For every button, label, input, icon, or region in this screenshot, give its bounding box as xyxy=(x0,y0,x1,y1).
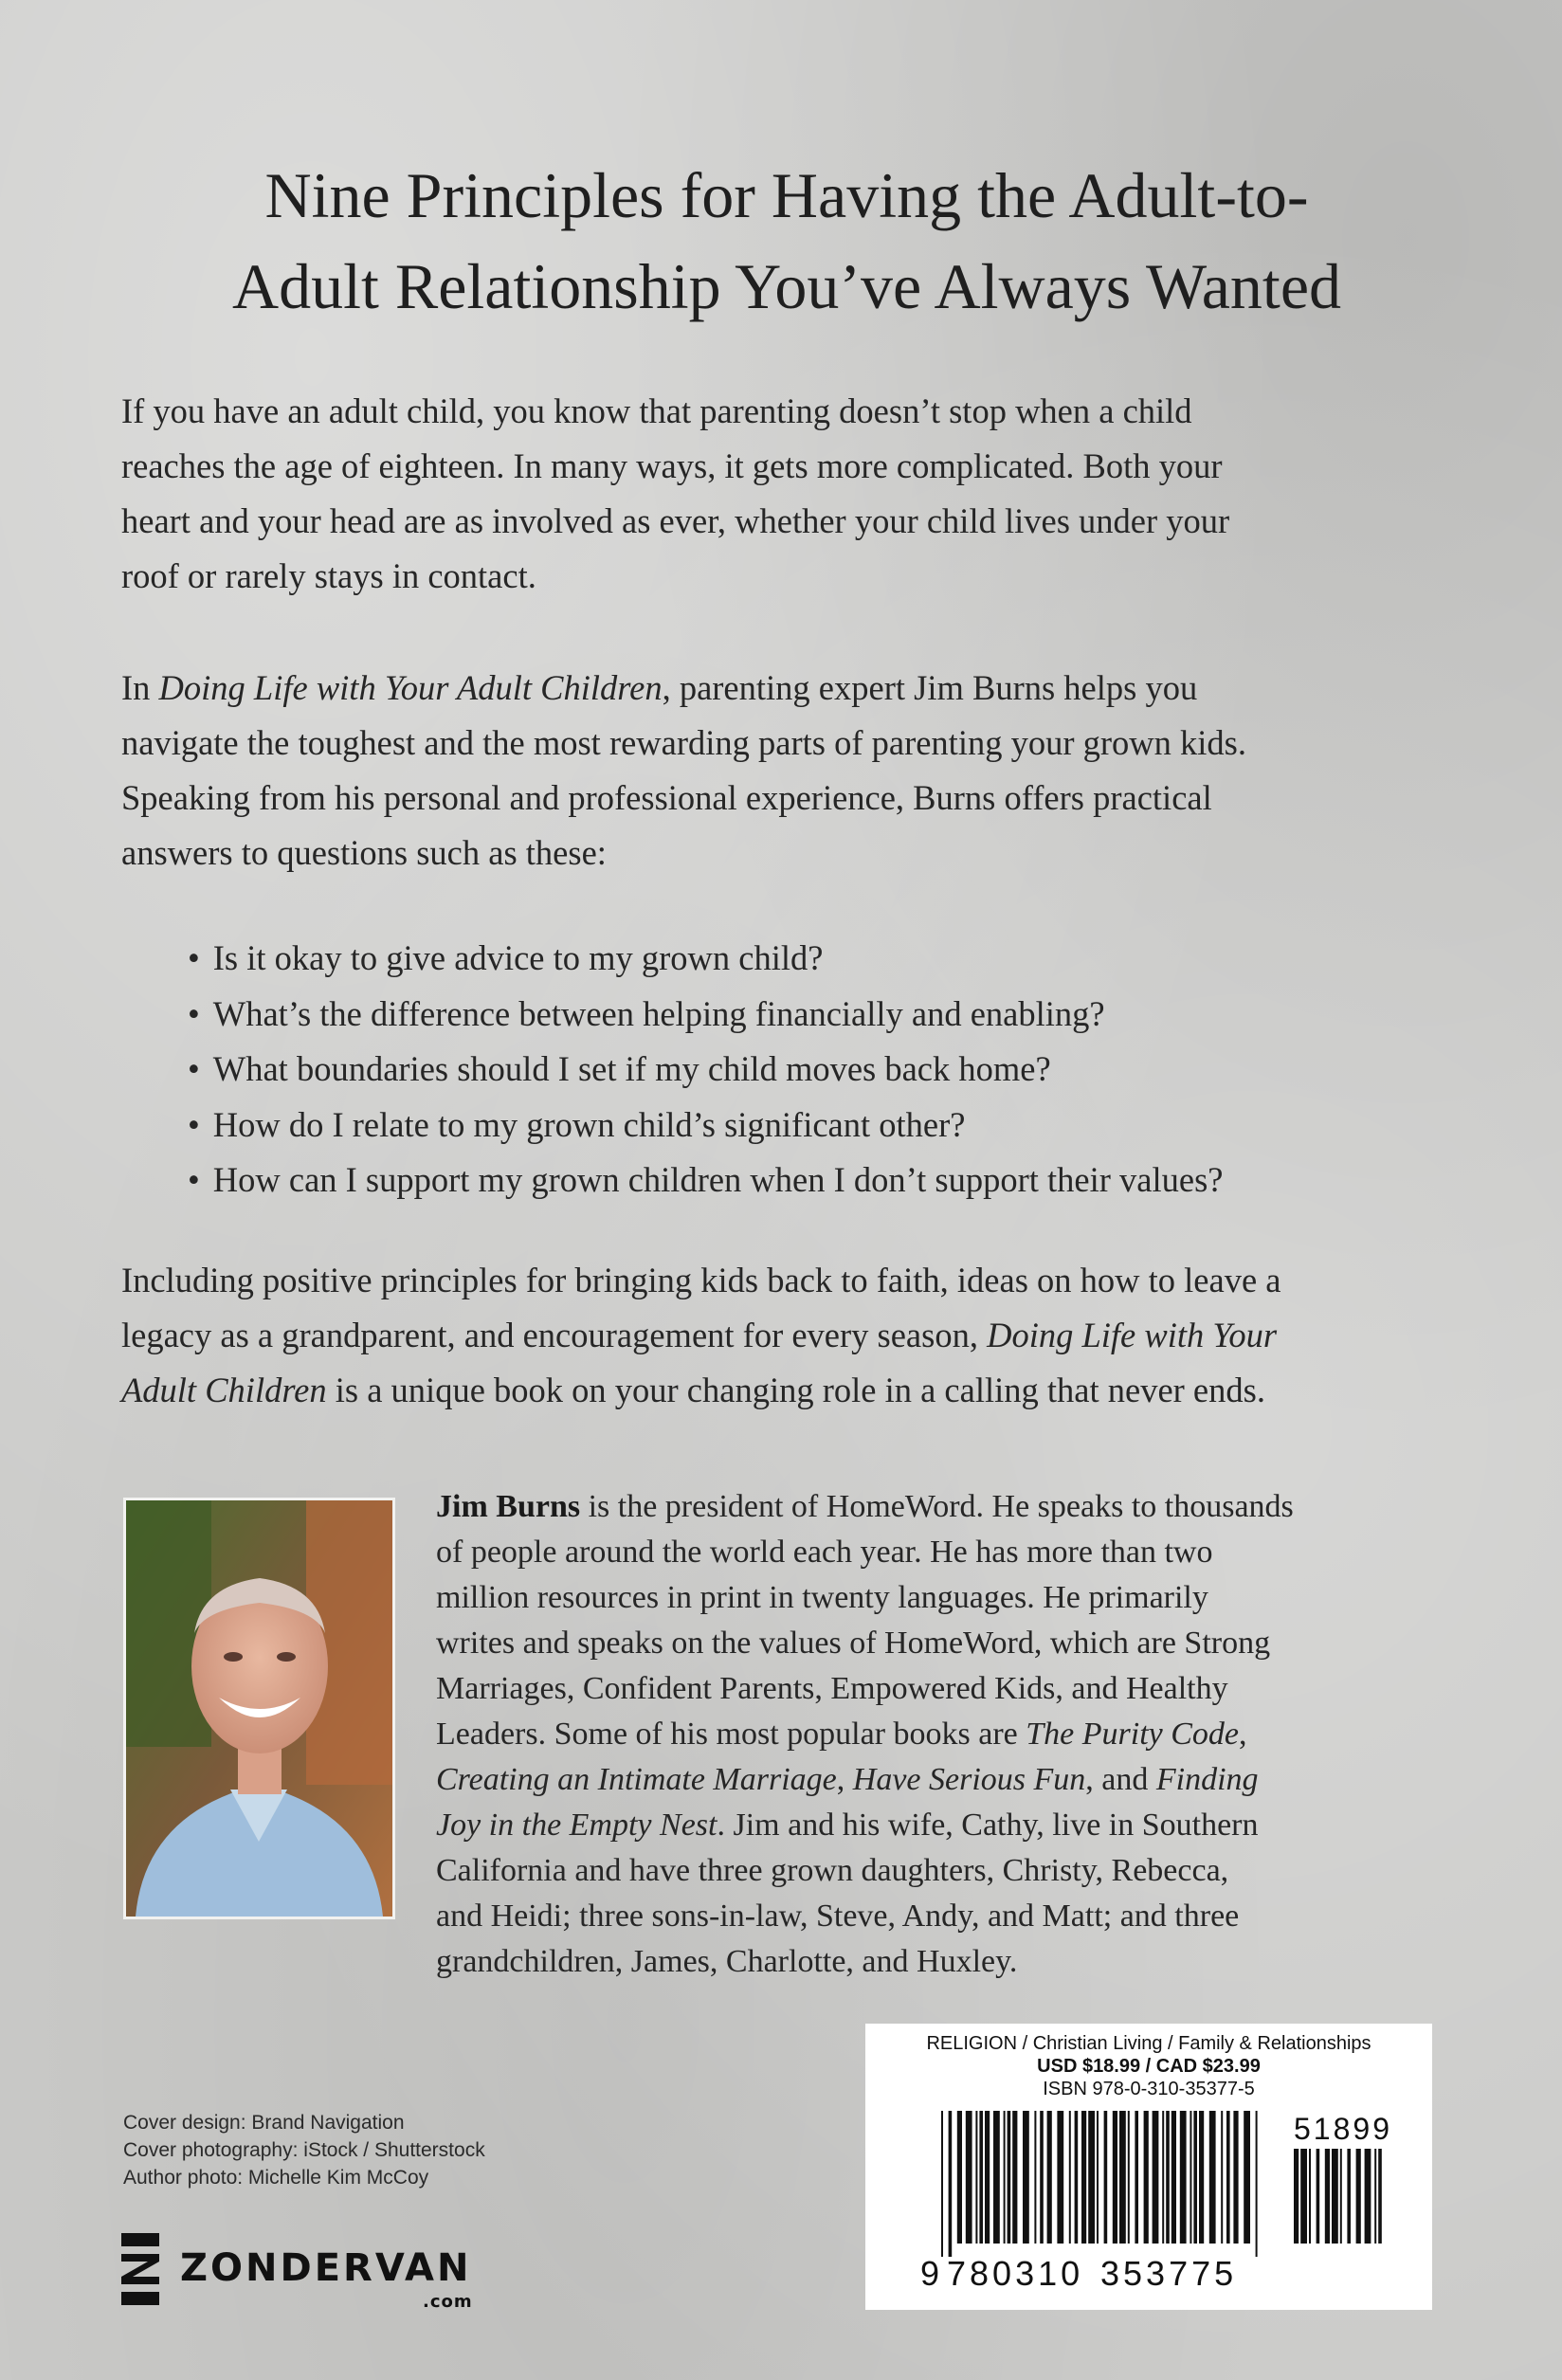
ean-lead-digit: 9 xyxy=(920,2254,940,2293)
barcode-bar xyxy=(1356,2149,1361,2244)
barcode-bar xyxy=(1012,2111,1017,2244)
barcode-bar xyxy=(1193,2111,1197,2244)
intro-line: heart and your head are as involved as ever, whether your child lives under your xyxy=(121,501,1230,540)
barcode-bar xyxy=(1317,2149,1320,2244)
book-title: The Purity Code xyxy=(1026,1717,1240,1752)
intro-line: If you have an adult child, you know that parenting doesn’t stop when a child xyxy=(121,391,1192,430)
barcode-bar xyxy=(941,2111,943,2257)
credit-author-photo: Author photo: Michelle Kim McCoy xyxy=(123,2167,429,2189)
question-item: • How do I relate to my grown child’s significant other? xyxy=(188,1098,1467,1154)
barcode-bar xyxy=(1332,2149,1338,2244)
book-title: Finding xyxy=(1155,1762,1259,1797)
closing-paragraph xyxy=(121,1253,1448,1418)
barcode-bar xyxy=(1190,2111,1191,2244)
barcode-bar xyxy=(1088,2111,1095,2244)
description-paragraph xyxy=(121,661,1448,881)
barcode-bar xyxy=(1162,2111,1164,2244)
closing-line: Adult Children is a unique book on your changing role in a calling that never ends. xyxy=(121,1371,1265,1409)
barcode-bar xyxy=(1226,2111,1230,2244)
barcode-bar xyxy=(975,2111,977,2244)
barcode-bar xyxy=(1097,2111,1099,2244)
price: USD $18.99 / CAD $23.99 xyxy=(1037,2056,1261,2077)
question-item: • How can I support my grown children when I don’t support their values? xyxy=(188,1153,1467,1208)
barcode-bar xyxy=(1340,2149,1342,2244)
barcode-bar xyxy=(1034,2111,1036,2244)
barcode-bar xyxy=(1294,2149,1299,2244)
author-bio: Jim Burns is the president of HomeWord. He speaks to thousands of people around the world each year. He has more than two million resources in print in twenty languages. He primarily writes and speaks on the values of HomeWord, which are Strong Marriages, Confident Parents, Empowered Kids, and Healthy Leaders. Some of his most popular books are The Purity Code, Creating an Intimate Marriage, Have Serious Fun, and Finding Joy in the Empty Nest. Jim and his wife, Cathy, live in Southern California and have three grown daughters, Christy, Rebecca, and Heidi; three sons-in-law, Steve, Andy, and Matt; and three grandchildren, James, Charlotte, and Huxley. xyxy=(436,1489,1294,1979)
barcode-bar xyxy=(1221,2111,1223,2244)
barcode-bar xyxy=(1113,2111,1117,2244)
question-item: • What’s the difference between helping financially and enabling? xyxy=(188,987,1467,1043)
barcode-bar xyxy=(1075,2111,1079,2244)
publisher-name: ZONDERVAN xyxy=(180,2246,472,2290)
barcode-bar xyxy=(1365,2149,1371,2244)
author-name: Jim Burns xyxy=(436,1489,581,1524)
barcode-bar xyxy=(1300,2149,1307,2244)
barcode-bar xyxy=(1347,2149,1351,2244)
barcode-bar xyxy=(1172,2111,1176,2244)
description-line: answers to questions such as these: xyxy=(121,833,607,872)
publisher-logo xyxy=(121,2229,519,2315)
headline-line-1: Nine Principles for Having the Adult-to- xyxy=(264,159,1309,231)
barcode-bar xyxy=(1135,2111,1138,2244)
addon-digits: 51899 xyxy=(1294,2112,1392,2146)
headline-line-2: Adult Relationship You’ve Always Wanted xyxy=(231,250,1341,322)
barcode-bar xyxy=(979,2111,983,2244)
barcode-bar xyxy=(1374,2149,1376,2244)
barcode-bar xyxy=(1378,2149,1382,2244)
book-title: Adult Children xyxy=(121,1371,327,1409)
book-title: Have Serious Fun xyxy=(852,1762,1086,1797)
ean-right-digits: 353775 xyxy=(1100,2254,1238,2293)
barcode-bar xyxy=(1081,2111,1086,2244)
publisher-domain: .com xyxy=(423,2292,473,2312)
question-list xyxy=(188,931,1467,1208)
isbn: ISBN 978-0-310-35377-5 xyxy=(1043,2079,1255,2099)
barcode-bar xyxy=(1144,2111,1149,2244)
barcode-bar xyxy=(1209,2111,1216,2244)
barcode-bar xyxy=(1023,2111,1029,2244)
barcode-bar xyxy=(1069,2111,1071,2244)
credit-photography: Cover photography: iStock / Shutterstock xyxy=(123,2139,485,2161)
barcode-bar xyxy=(1325,2149,1330,2244)
barcode-bar xyxy=(1244,2111,1250,2244)
ean-left-digits: 780310 xyxy=(947,2254,1084,2293)
intro-line: roof or rarely stays in contact. xyxy=(121,556,536,595)
author-photo xyxy=(123,1498,395,1919)
headline xyxy=(123,150,1450,332)
barcode-bar xyxy=(1119,2111,1126,2244)
barcode-bar xyxy=(1166,2111,1170,2244)
cover-credits xyxy=(123,2109,485,2191)
question-item: • Is it okay to give advice to my grown child? xyxy=(188,931,1467,987)
zondervan-mark-icon xyxy=(121,2233,171,2307)
book-title: Creating an Intimate Marriage xyxy=(436,1762,837,1797)
barcode-bar xyxy=(1004,2111,1006,2244)
barcode-bar xyxy=(1256,2111,1258,2257)
book-title: Doing Life with Your xyxy=(987,1316,1278,1354)
closing-line: legacy as a grandparent, and encouragement for every season, Doing Life with Your xyxy=(121,1316,1278,1354)
book-title: Joy in the Empty Nest xyxy=(436,1808,717,1843)
addon-bars xyxy=(1294,2149,1382,2244)
barcode-bar xyxy=(966,2111,972,2244)
description-line: Speaking from his personal and professional experience, Burns offers practical xyxy=(121,778,1212,817)
barcode-bar xyxy=(957,2111,962,2244)
barcode-bar xyxy=(1180,2111,1187,2244)
question-item: • What boundaries should I set if my child moves back home? xyxy=(188,1042,1467,1098)
barcode-icon xyxy=(865,2024,1432,2310)
barcode-bar xyxy=(1309,2149,1311,2244)
bisac-category: RELIGION / Christian Living / Family & Relationships xyxy=(926,2033,1371,2054)
barcode-bar xyxy=(1128,2111,1130,2244)
barcode-bar xyxy=(949,2111,953,2257)
barcode-bar xyxy=(1233,2111,1238,2244)
barcode-bar xyxy=(1040,2111,1044,2244)
book-title: Doing Life with Your Adult Children xyxy=(158,668,663,707)
description-line: navigate the toughest and the most rewarding parts of parenting your grown kids. xyxy=(121,723,1246,762)
intro-line: reaches the age of eighteen. In many ways, it gets more complicated. Both your xyxy=(121,446,1223,485)
barcode-bar xyxy=(1153,2111,1159,2244)
description-line: In Doing Life with Your Adult Children, parenting expert Jim Burns helps you xyxy=(121,668,1198,707)
barcode-bar xyxy=(1057,2111,1063,2244)
ean-bars xyxy=(941,2111,1258,2257)
barcode-bar xyxy=(1104,2111,1108,2244)
barcode-bar xyxy=(985,2111,990,2244)
intro-paragraph xyxy=(121,384,1448,604)
barcode-bar xyxy=(993,2111,1000,2244)
barcode-bar xyxy=(1199,2111,1204,2244)
author-portrait-icon xyxy=(126,1500,392,1917)
barcode-bar xyxy=(1008,2111,1011,2244)
closing-line: Including positive principles for bringing kids back to faith, ideas on how to leave a xyxy=(121,1261,1281,1299)
barcode-label xyxy=(865,2024,1432,2310)
barcode-bar xyxy=(1047,2111,1052,2244)
credit-design: Cover design: Brand Navigation xyxy=(123,2112,405,2134)
